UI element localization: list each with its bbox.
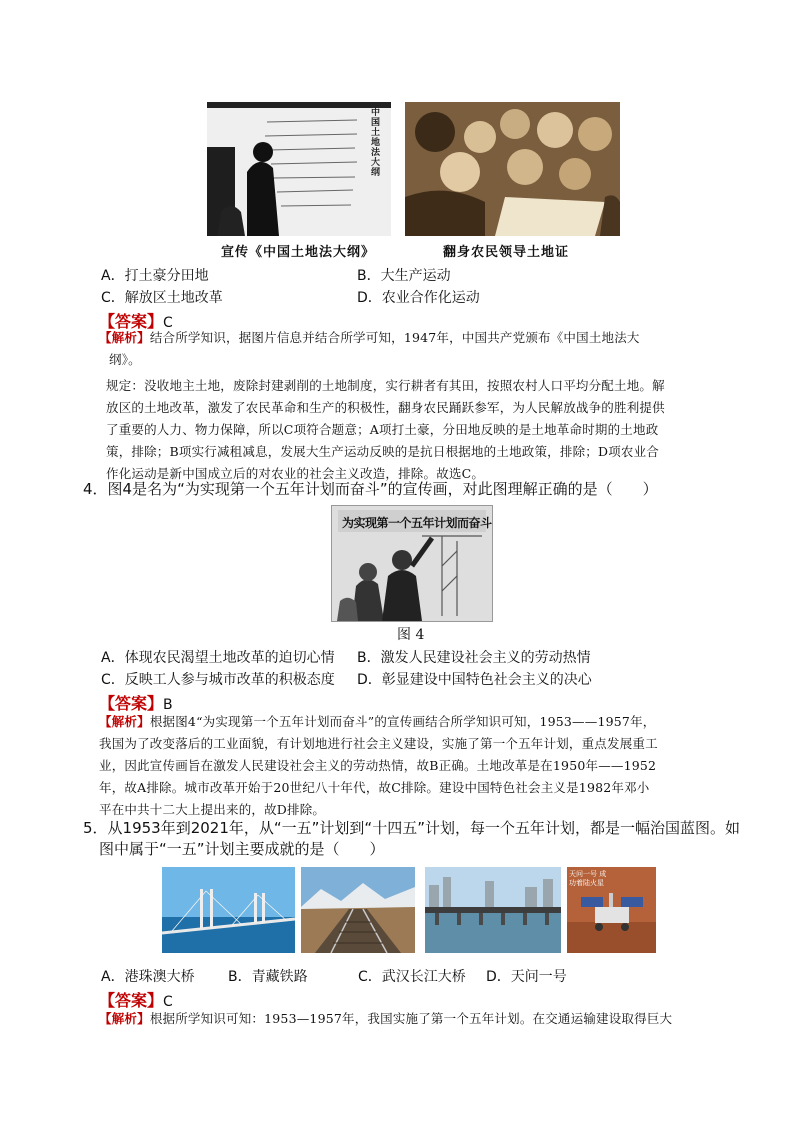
caption-land-law: 宣传《中国土地法大纲》: [221, 245, 376, 260]
q5-question-line2: 图中属于“一五”计划主要成就的是（ ）: [99, 840, 385, 858]
answer-value: B: [163, 697, 173, 713]
five-year-plan-poster-image: [331, 505, 493, 622]
land-law-image-text: 中国土地法大纲: [371, 108, 381, 178]
answer-tag: 【答案】: [99, 312, 164, 331]
q5-question-line1: 5．从1953年到2021年，从“一五”计划到“十四五”计划，每一个五年计划，都是一幅治国蓝图。如: [83, 819, 740, 837]
answer-tag: 【答案】: [99, 694, 164, 713]
q5-option-c: C．武汉长江大桥: [358, 969, 466, 985]
q3-option-c: C．解放区土地改革: [101, 290, 223, 306]
farmers-land-certificate-image: [405, 102, 620, 236]
q3-option-a: A．打土豪分田地: [101, 268, 209, 284]
yangtze-bridge-icon: [425, 867, 561, 953]
analysis-line: 年，故A排除。城市改革开始于20世纪八十年代，故C排除。建设中国特色社会主义是1982年邓小: [99, 780, 650, 795]
railway-icon: [301, 867, 415, 953]
qinghai-tibet-railway-image: [301, 867, 415, 953]
q3-option-d: D．农业合作化运动: [357, 290, 480, 306]
analysis-line: 了重要的人力、物力保障，所以C项符合题意；A项打土豪，分田地反映的是土地革命时期的土地政: [106, 422, 659, 437]
land-law-photo-icon: [207, 102, 391, 236]
figure-4-label: 图 4: [397, 627, 425, 643]
land-law-poster-image: [207, 102, 391, 236]
q4-option-a: A．体现农民渴望土地改革的迫切心情: [101, 650, 335, 666]
wuhan-yangtze-bridge-image: [425, 867, 561, 953]
q5-option-b: B．青藏铁路: [228, 969, 308, 985]
q3-option-b: B．大生产运动: [357, 268, 451, 284]
mars-image-text: 天问一号 成功着陆火星: [569, 870, 607, 887]
analysis-tag: 【解析】: [99, 330, 150, 345]
analysis-line: 策，排除；B项实行减租减息，发展大生产运动反映的是抗日根据地的土地政策，排除；D项农业合: [106, 444, 660, 459]
q3-analysis: [99, 327, 699, 485]
analysis-line: 【解析】根据图4“为实现第一个五年计划而奋斗”的宣传画结合所学知识可知，1953——1957年，: [99, 714, 656, 729]
analysis-line: 【解析】根据所学知识可知：1953—1957年，我国实施了第一个五年计划。在交通运输建设取得巨大: [99, 1011, 673, 1026]
q4-question: 4．图4是名为“为实现第一个五年计划而奋斗”的宣传画，对此图理解正确的是（ ）: [83, 480, 658, 498]
analysis-line: 我国为了改变落后的工业面貌，有计划地进行社会主义建设，实施了第一个五年计划，重点发展重工: [99, 736, 658, 751]
hongkong-zhuhai-macao-bridge-image: [162, 867, 295, 953]
q4-option-c: C．反映工人参与城市改革的积极态度: [101, 672, 335, 688]
q5-analysis: [99, 1008, 709, 1030]
analysis-line: 作化运动是新中国成立后的对农业的社会主义改造，排除。故选C。: [106, 466, 485, 481]
q4-option-b: B．激发人民建设社会主义的劳动热情: [357, 650, 591, 666]
analysis-line: 纲》。: [109, 352, 141, 367]
answer-value: C: [163, 994, 173, 1010]
bridge-icon: [162, 867, 295, 953]
q5-option-d: D．天问一号: [486, 969, 567, 985]
answer-value: C: [163, 315, 173, 331]
analysis-line: 业，因此宣传画旨在激发人民建设社会主义的劳动热情，故B正确。土地改革是在1950年——1952: [99, 758, 657, 773]
poster-title-text: 为实现第一个五年计划而奋斗: [342, 516, 492, 530]
q4-analysis: [99, 711, 699, 821]
analysis-line: 放区的土地改革，激发了农民革命和生产的积极性，翻身农民踊跃参军，为人民解放战争的胜利提供: [106, 400, 665, 415]
caption-land-certificate: 翻身农民领导土地证: [443, 245, 570, 260]
farmers-photo-icon: [405, 102, 620, 236]
analysis-line: 平在中共十二大上提出来的，故D排除。: [99, 802, 326, 817]
analysis-line: 【解析】结合所学知识，据图片信息并结合所学可知，1947年，中国共产党颁布《中国土地法大: [99, 330, 640, 345]
q5-option-a: A．港珠澳大桥: [101, 969, 195, 985]
answer-tag: 【答案】: [99, 991, 164, 1010]
analysis-tag: 【解析】: [99, 1011, 150, 1026]
analysis-tag: 【解析】: [99, 714, 150, 729]
q4-option-d: D．彰显建设中国特色社会主义的决心: [357, 672, 592, 688]
analysis-line: 规定：没收地主土地，废除封建剥削的土地制度，实行耕者有其田，按照农村人口平均分配土地。解: [106, 378, 665, 393]
tianwen-1-mars-rover-image: [567, 867, 656, 953]
